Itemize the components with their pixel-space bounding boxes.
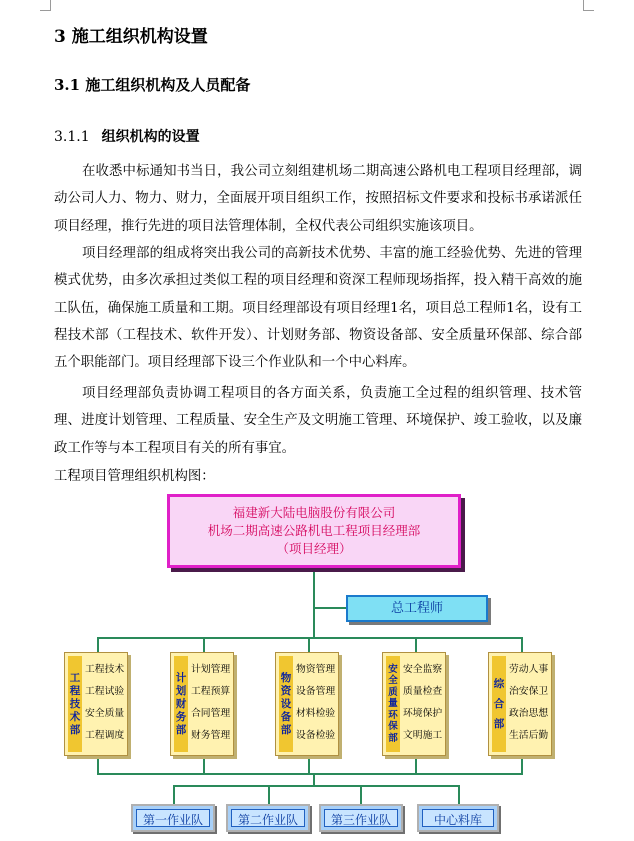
team-label: 中心料库 <box>422 809 494 827</box>
dept-name: 安全质量环保部 <box>386 656 400 752</box>
project-department-name: 机场二期高速公路机电工程项目经理部 <box>207 523 421 538</box>
dept-item: 工程试验 <box>85 686 125 697</box>
team-label: 第三作业队 <box>324 809 398 827</box>
connector-dept-bottom-2 <box>203 756 205 774</box>
dept-engineering <box>64 652 128 756</box>
dept-item: 劳动人事 <box>509 664 549 675</box>
dept-name: 工程技术部 <box>68 656 82 752</box>
dept-item: 政治思想 <box>509 708 549 719</box>
connector-dept-bottom-3 <box>308 756 310 774</box>
project-manager-box <box>167 494 461 568</box>
dept-item: 质量检查 <box>403 686 443 697</box>
dept-item: 财务管理 <box>191 730 231 741</box>
connector-top-to-bus <box>313 568 315 638</box>
org-chart-caption: 工程项目管理组织机构图： <box>54 469 215 484</box>
dept-items <box>296 659 336 747</box>
connector-dept-bottom-5 <box>521 756 523 774</box>
paragraph-2: 项目经理部的组成将突出我公司的高新技术优势、丰富的施工经验优势、先进的管理模式优势，由多次承担过类似工程的项目经理和资深工程师现场指挥，投入精干高效的施工队伍，确保施工质量和工期。项目经理部设有项目经理1名，项目总工程师1名，设有工程技术部（工程技术、软件开发）、计划财务部、物资设备部、安全质量环保部、综合部五个职能部门。项目经理部下设三个作业队和一个中心料库。 <box>54 246 582 371</box>
project-manager-label: （项目经理） <box>276 541 352 556</box>
dept-item: 环境保护 <box>403 708 443 719</box>
paragraph-1: 在收悉中标通知书当日，我公司立刻组建机场二期高速公路机电工程项目经理部，调动公司人力、物力、财力，全面展开项目组织工作，按照招标文件要求和投标书承诺派任项目经理，推行先进的项目法管理体制，全权代表公司组织实施该项目。 <box>54 164 582 234</box>
dept-planning-finance <box>170 652 234 756</box>
dept-name: 物资设备部 <box>279 656 293 752</box>
dept-name: 综合部 <box>492 656 506 752</box>
heading-section-3: 3 施工组织机构设置 <box>54 27 208 47</box>
dept-item: 文明施工 <box>403 730 443 741</box>
dept-name: 计划财务部 <box>174 656 188 752</box>
connector-team-2 <box>268 785 270 804</box>
dept-item: 计划管理 <box>191 664 231 675</box>
connector-dept-4 <box>415 637 417 652</box>
dept-item: 设备检验 <box>296 730 336 741</box>
connector-team-3 <box>360 785 362 804</box>
connector-dept-bottom-4 <box>415 756 417 774</box>
dept-safety-quality-env <box>382 652 446 756</box>
heading-title: 组织机构的设置 <box>101 129 200 145</box>
team-2 <box>226 804 310 832</box>
connector-chief <box>315 607 346 609</box>
heading-section-3-1: 3.1 施工组织机构及人员配备 <box>54 76 251 94</box>
connector-team-bus <box>173 785 460 787</box>
dept-item: 合同管理 <box>191 708 231 719</box>
dept-item: 材料检验 <box>296 708 336 719</box>
team-label: 第二作业队 <box>231 809 305 827</box>
chief-engineer-box: 总工程师 <box>346 595 488 622</box>
dept-item: 安全质量 <box>85 708 125 719</box>
dept-items <box>403 659 443 747</box>
team-3 <box>319 804 403 832</box>
team-1 <box>131 804 215 832</box>
dept-item: 物资管理 <box>296 664 336 675</box>
connector-dept-5 <box>521 637 523 652</box>
dept-items <box>85 659 125 747</box>
dept-materials-equipment <box>275 652 339 756</box>
dept-general-affairs <box>488 652 552 756</box>
connector-team-1 <box>173 785 175 804</box>
dept-item: 工程调度 <box>85 730 125 741</box>
dept-items <box>509 659 549 747</box>
connector-dept-3 <box>308 637 310 652</box>
connector-dept-2 <box>203 637 205 652</box>
dept-item: 治安保卫 <box>509 686 549 697</box>
heading-number: 3.1.1 <box>54 129 90 145</box>
connector-lower-bus <box>97 773 523 775</box>
connector-team-4 <box>458 785 460 804</box>
connector-center <box>313 773 315 785</box>
dept-item: 工程预算 <box>191 686 231 697</box>
company-name: 福建新大陆电脑股份有限公司 <box>232 505 396 520</box>
connector-dept-bus <box>97 637 523 639</box>
team-label: 第一作业队 <box>136 809 210 827</box>
dept-item: 设备管理 <box>296 686 336 697</box>
dept-items <box>191 659 231 747</box>
central-warehouse <box>417 804 499 832</box>
connector-dept-1 <box>97 637 99 652</box>
paragraph-3: 项目经理部负责协调工程项目的各方面关系，负责施工全过程的组织管理、技术管理、进度计划管理、工程质量、安全生产及文明施工管理、环境保护、竣工验收，以及廉政工作等与本工程项目有关的所有事宜。 <box>54 386 582 456</box>
connector-dept-bottom-1 <box>97 756 99 774</box>
dept-item: 生活后勤 <box>509 730 549 741</box>
dept-item: 安全监察 <box>403 664 443 675</box>
dept-item: 工程技术 <box>85 664 125 675</box>
